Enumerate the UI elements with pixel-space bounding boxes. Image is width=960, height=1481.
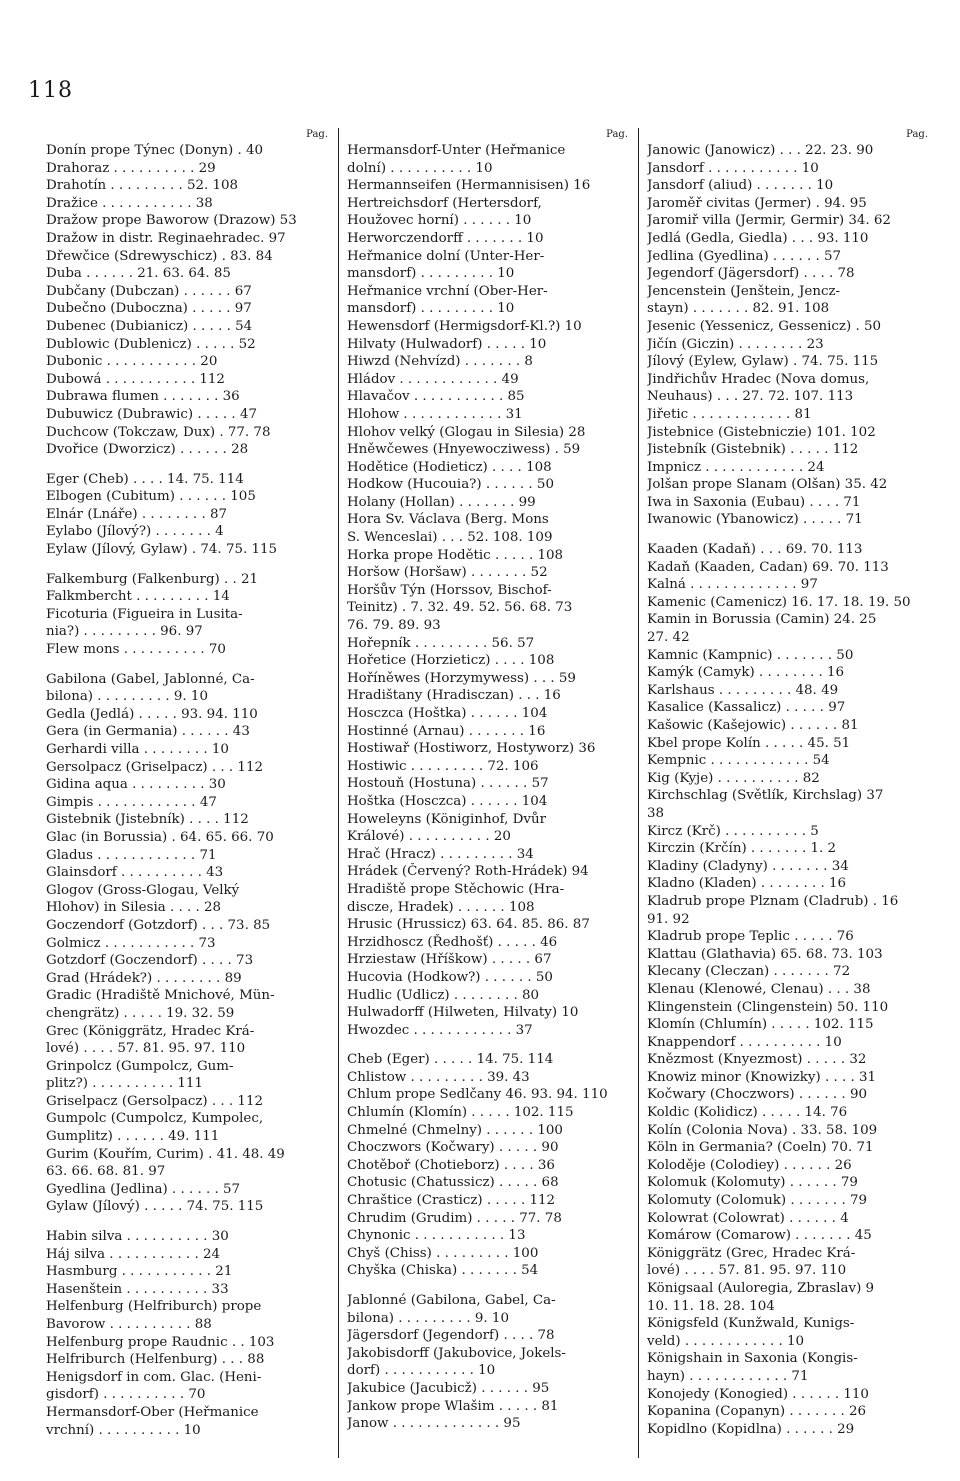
index-entry: 10. 11. 18. 28. 104: [647, 1298, 775, 1314]
index-entry: Dubowá . . . . . . . . . . . 112: [46, 371, 225, 387]
index-entry: Gumplitz) . . . . . . 49. 111: [46, 1129, 220, 1145]
index-columns: [38, 128, 938, 1458]
index-entry: 27. 42: [647, 630, 690, 646]
index-entry: Králové) . . . . . . . . . . 20: [347, 829, 511, 845]
index-entry: Griselpacz (Gersolpacz) . . . 112: [46, 1093, 263, 1109]
index-entry: Jencenstein (Jenštein, Jencz-: [647, 283, 841, 299]
index-entry: Hrzidhoscz (Ředhošť) . . . . . 46: [347, 934, 558, 950]
index-entry: dorf) . . . . . . . . . . . 10: [347, 1363, 496, 1379]
index-entry: Kladiny (Cladyny) . . . . . . . 34: [647, 858, 849, 874]
index-entry: Chraštice (Crasticz) . . . . . 112: [347, 1193, 556, 1209]
index-entry: Kamnic (Kampnic) . . . . . . . 50: [647, 647, 854, 663]
index-entry: Chlistow . . . . . . . . . 39. 43: [347, 1069, 530, 1085]
index-entry: Hwozdec . . . . . . . . . . . . 37: [347, 1022, 533, 1038]
index-entry: Iwa in Saxonia (Eubau) . . . . 71: [647, 494, 861, 510]
index-entry: Karlshaus . . . . . . . . . 48. 49: [647, 682, 839, 698]
index-entry: Kempnic . . . . . . . . . . . . 54: [647, 753, 830, 769]
index-entry: Heřmanice vrchní (Ober-Her-: [347, 283, 548, 299]
index-entry: Jablonné (Gabilona, Gabel, Ca-: [347, 1293, 556, 1308]
index-entry: Kadaň (Kaaden, Cadan) 69. 70. 113: [647, 559, 889, 575]
index-entry: Hládov . . . . . . . . . . . . 49: [347, 371, 519, 387]
index-entry: Jindřichův Hradec (Nova domus,: [647, 371, 870, 387]
index-entry: Kamenic (Camenicz) 16. 17. 18. 19. 50: [647, 594, 911, 610]
index-entry: bilona) . . . . . . . . . 9. 10: [347, 1310, 509, 1326]
index-entry: Hlohow . . . . . . . . . . . . 31: [347, 406, 523, 422]
index-entry: 63. 66. 68. 81. 97: [46, 1164, 166, 1180]
index-entry: Hradištany (Hradisczan) . . . 16: [347, 688, 561, 704]
index-entry: Konojedy (Konogied) . . . . . . 110: [647, 1386, 869, 1402]
index-entry: veld) . . . . . . . . . . . . 10: [647, 1333, 805, 1349]
index-entry: Kbel prope Kolín . . . . . 45. 51: [647, 735, 851, 751]
index-entry: Kamin in Borussia (Camin) 24. 25: [647, 612, 877, 628]
index-entry: Hořetice (Horzieticz) . . . . 108: [347, 653, 555, 669]
index-entry: Klenau (Klenowé, Clenau) . . . 38: [647, 981, 871, 997]
index-entry: Jičín (Giczin) . . . . . . . . 23: [647, 336, 824, 352]
page-number: 118: [28, 78, 73, 103]
section-gap: [347, 1039, 630, 1051]
index-entry: Dražow in distr. Reginaehradec. 97: [46, 230, 286, 246]
index-entry: Gerhardi villa . . . . . . . . 10: [46, 742, 229, 757]
index-entry: Jílový (Eylew, Gylaw) . 74. 75. 115: [647, 354, 879, 370]
index-entry: Kladrub prope Teplic . . . . . 76: [647, 929, 854, 945]
index-entry: dolní) . . . . . . . . . . 10: [347, 160, 493, 176]
index-entry: Háj silva . . . . . . . . . . . 24: [46, 1246, 220, 1262]
index-entry: Houžovec horní) . . . . . . 10: [347, 213, 532, 229]
index-entry: Dublowic (Dublenicz) . . . . . 52: [46, 336, 256, 352]
index-entry: Heřmanice dolní (Unter-Her-: [347, 248, 545, 264]
index-entry: nia?) . . . . . . . . . 96. 97: [46, 624, 203, 640]
index-entry: Königgrätz (Grec, Hradec Krá-: [647, 1245, 856, 1261]
index-entry: Knězmost (Knyezmost) . . . . . 32: [647, 1052, 867, 1068]
index-entry: Jiřetic . . . . . . . . . . . . 81: [647, 406, 812, 422]
index-entry: Kolowrat (Colowrat) . . . . . . 4: [647, 1210, 849, 1226]
index-entry: Jedlina (Gyedlina) . . . . . . 57: [647, 248, 842, 264]
index-entry: Bavorow . . . . . . . . . . 88: [46, 1317, 212, 1332]
index-entry: Helfenburg prope Raudnic . . 103: [46, 1334, 275, 1350]
index-entry: Chrudim (Grudim) . . . . . 77. 78: [347, 1210, 562, 1226]
index-entry: Köln in Germania? (Coeln) 70. 71: [647, 1140, 874, 1156]
index-entry: 91. 92: [647, 911, 690, 927]
index-entry: Hudlic (Udlicz) . . . . . . . . 80: [347, 987, 540, 1003]
index-entry: Gimpis . . . . . . . . . . . . 47: [46, 794, 217, 810]
index-entry: Chotěboř (Chotieborz) . . . . 36: [347, 1157, 555, 1173]
index-entry: Gera (in Germania) . . . . . . 43: [46, 724, 250, 740]
index-entry: 76. 79. 89. 93: [347, 618, 441, 634]
index-entry: S. Wenceslai) . . . 52. 108. 109: [347, 530, 553, 546]
index-entry: Janowic (Janowicz) . . . 22. 23. 90: [647, 143, 874, 158]
index-entry: Dražow prope Baworow (Drazow) 53: [46, 213, 297, 229]
index-entry: Gylaw (Jílový) . . . . . 74. 75. 115: [46, 1199, 264, 1215]
index-entry: lové) . . . . 57. 81. 95. 97. 110: [647, 1263, 847, 1279]
index-entry: Königshain in Saxonia (Kongis-: [647, 1351, 858, 1367]
index-entry: Hoštka (Hosczca) . . . . . . 104: [347, 793, 548, 809]
index-entry: Drahoraz . . . . . . . . . . 29: [46, 160, 216, 176]
index-entry: Koldic (Kolidicz) . . . . . 14. 76: [647, 1105, 848, 1121]
index-entry: Kolomuty (Colomuk) . . . . . . . 79: [647, 1193, 867, 1209]
index-entry: Dřewčice (Sdrewyschicz) . 83. 84: [46, 248, 273, 264]
index-entry: Gabilona (Gabel, Jablonné, Ca-: [46, 671, 255, 687]
index-entry: Gyedlina (Jedlina) . . . . . . 57: [46, 1181, 241, 1197]
section-gap: [46, 559, 330, 571]
index-entry: Hucovia (Hodkow?) . . . . . . 50: [347, 969, 553, 985]
index-entry: Jolšan prope Slanam (Olšan) 35. 42: [647, 477, 888, 493]
index-entry: plitz?) . . . . . . . . . . 111: [46, 1076, 203, 1092]
index-entry: Jakubice (Jacubicž) . . . . . . 95: [347, 1380, 550, 1396]
index-entry: Jankow prope Wlašim . . . . . 81: [347, 1398, 559, 1414]
index-entry: Falkemburg (Falkenburg) . . 21: [46, 571, 259, 587]
index-entry: Jaromiř villa (Jermir, Germir) 34. 62: [647, 213, 891, 229]
pag-label: Pag.: [906, 129, 928, 140]
index-entry: Hlohov velký (Glogau in Silesia) 28: [347, 424, 586, 440]
index-entry: Jistebnice (Gistebniczie) 101. 102: [647, 424, 876, 440]
index-entry: Gumpolc (Cumpolcz, Kumpolec,: [46, 1111, 264, 1127]
section-gap: [46, 659, 330, 671]
index-entry: Chlumín (Klomín) . . . . . 102. 115: [347, 1105, 574, 1121]
index-entry: Klecany (Cleczan) . . . . . . . 72: [647, 964, 851, 980]
index-entry: Klingenstein (Clingenstein) 50. 110: [647, 999, 889, 1015]
index-entry: Hostiwař (Hostiworz, Hostyworz) 36: [347, 741, 596, 757]
index-entry: Jansdorf . . . . . . . . . . . 10: [647, 160, 819, 176]
index-entry: Hostiwic . . . . . . . . . 72. 106: [347, 758, 539, 774]
index-column-2: [338, 128, 638, 1458]
index-entry: Eger (Cheb) . . . . 14. 75. 114: [46, 471, 244, 487]
index-entry: Ficoturia (Figueira in Lusita-: [46, 606, 243, 622]
index-entry: Horka prope Hodětic . . . . . 108: [347, 547, 564, 563]
index-entry: Hrač (Hracz) . . . . . . . . . 34: [347, 846, 534, 862]
index-entry: Horšow (Horšaw) . . . . . . . 52: [347, 565, 548, 581]
index-entry: Hlohov) in Silesia . . . . 28: [46, 900, 222, 916]
index-entry: Duchcow (Tokczaw, Dux) . 77. 78: [46, 424, 271, 440]
index-entry: mansdorf) . . . . . . . . . 10: [347, 301, 515, 317]
index-entry: Falkmbercht . . . . . . . . . 14: [46, 589, 230, 605]
index-entry: Eylabo (Jílový?) . . . . . . . 4: [46, 524, 224, 540]
index-entry: Kašowic (Kašejowic) . . . . . . 81: [647, 718, 859, 733]
index-entry: Golmicz . . . . . . . . . . . 73: [46, 935, 216, 951]
index-entry: Kopidlno (Kopidlna) . . . . . . 29: [647, 1421, 855, 1437]
index-entry: Horšův Týn (Horssov, Bischof-: [347, 582, 552, 598]
index-entry: Iwanowic (Ybanowicz) . . . . . 71: [647, 512, 863, 528]
index-column-1: [38, 128, 338, 1458]
index-entry: Hermansdorf-Unter (Heřmanice: [347, 143, 566, 158]
index-entry: Jegendorf (Jägersdorf) . . . . 78: [647, 266, 855, 282]
index-entry: Hrusic (Hrussicz) 63. 64. 85. 86. 87: [347, 917, 590, 933]
index-entry: Kirchschlag (Světlík, Kirchslag) 37: [647, 788, 884, 804]
index-entry: Dubčany (Dubczan) . . . . . . 67: [46, 283, 252, 299]
index-entry: Hermansdorf-Ober (Heřmanice: [46, 1404, 259, 1420]
section-gap: [46, 1216, 330, 1228]
index-entry: Eylaw (Jílový, Gylaw) . 74. 75. 115: [46, 542, 278, 558]
index-entry: Gersolpacz (Griselpacz) . . . 112: [46, 759, 263, 775]
index-entry: gisdorf) . . . . . . . . . . 70: [46, 1387, 206, 1403]
index-entry: Howeleyns (Königinhof, Dvůr: [347, 811, 546, 827]
index-entry: Hora Sv. Václava (Berg. Mons: [347, 512, 549, 528]
index-entry: Grec (Königgrätz, Hradec Krá-: [46, 1023, 255, 1039]
index-entry: Hostouň (Hostuna) . . . . . . 57: [347, 776, 549, 792]
index-entry: Kladno (Kladen) . . . . . . . . 16: [647, 876, 847, 892]
index-entry: Komárow (Comarow) . . . . . . . 45: [647, 1228, 872, 1244]
index-entry: Kladrub prope Plznam (Cladrub) . 16: [647, 893, 899, 909]
index-entry: Hermannseifen (Hermannisisen) 16: [347, 178, 591, 194]
index-entry: Chyš (Chiss) . . . . . . . . . 100: [347, 1245, 539, 1261]
index-entry: Hlavačov . . . . . . . . . . . 85: [347, 389, 525, 405]
index-entry: Hradiště prope Stěchowic (Hra-: [347, 881, 565, 897]
index-entry: Koloděje (Colodiey) . . . . . . 26: [647, 1157, 852, 1173]
index-entry: Jistebník (Gistebnik) . . . . . 112: [647, 442, 859, 458]
pag-label: Pag.: [306, 129, 328, 140]
index-entry: Dubuwicz (Dubrawic) . . . . . 47: [46, 406, 257, 422]
index-entry: Kaaden (Kadaň) . . . 69. 70. 113: [647, 542, 863, 558]
index-entry: Kirczin (Krčín) . . . . . . . 1. 2: [647, 841, 837, 857]
index-entry: Kalná . . . . . . . . . . . . . 97: [647, 577, 818, 593]
index-entry: Neuhaus) . . . 27. 72. 107. 113: [647, 389, 854, 405]
index-entry: Hodkow (Hucouia?) . . . . . . 50: [347, 477, 554, 493]
index-entry: Klattau (Glathavia) 65. 68. 73. 103: [647, 946, 883, 962]
index-entry: Hasenštein . . . . . . . . . . 33: [46, 1281, 229, 1297]
index-entry: bilona) . . . . . . . . . 9. 10: [46, 689, 208, 705]
index-entry: Chyška (Chiska) . . . . . . . 54: [347, 1263, 539, 1279]
index-entry: Dubenec (Dubianicz) . . . . . 54: [46, 318, 253, 334]
index-entry: Kolín (Colonia Nova) . 33. 58. 109: [647, 1122, 878, 1138]
index-entry: Chmelné (Chmelny) . . . . . . 100: [347, 1122, 563, 1138]
index-entry: Hoříněwes (Horzymywess) . . . 59: [347, 670, 576, 686]
index-entry: Kočwary (Choczwors) . . . . . . 90: [647, 1087, 867, 1103]
index-entry: Grad (Hrádek?) . . . . . . . . 89: [46, 970, 242, 986]
pag-label: Pag.: [606, 129, 628, 140]
index-entry: Jakobisdorff (Jakubovice, Jokels-: [347, 1345, 566, 1361]
index-entry: Königsfeld (Kunžwald, Kunigs-: [647, 1316, 855, 1332]
index-entry: Gradic (Hradiště Mnichové, Mün-: [46, 988, 275, 1004]
index-entry: chengrätz) . . . . . 19. 32. 59: [46, 1005, 235, 1021]
index-entry: Jägersdorf (Jegendorf) . . . . 78: [347, 1328, 555, 1344]
index-entry: Glac (in Borussia) . 64. 65. 66. 70: [46, 829, 274, 845]
index-entry: Hiwzd (Nehvízd) . . . . . . . 8: [347, 354, 533, 370]
index-entry: Herworczendorff . . . . . . . 10: [347, 230, 544, 246]
index-entry: Elnár (Lnáře) . . . . . . . . 87: [46, 506, 227, 522]
index-entry: Jedlá (Gedla, Giedla) . . . 93. 110: [647, 230, 869, 246]
index-entry: Kolomuk (Kolomuty) . . . . . . 79: [647, 1175, 858, 1191]
index-entry: Henigsdorf in com. Glac. (Heni-: [46, 1369, 262, 1385]
index-entry: Hasmburg . . . . . . . . . . . 21: [46, 1264, 233, 1280]
index-entry: Kircz (Krč) . . . . . . . . . . 5: [647, 823, 819, 839]
section-gap: [347, 1280, 630, 1292]
index-entry: Helfenburg (Helfriburch) prope: [46, 1299, 262, 1315]
index-entry: lové) . . . . 57. 81. 95. 97. 110: [46, 1041, 246, 1057]
index-entry: Cheb (Eger) . . . . . 14. 75. 114: [347, 1052, 554, 1068]
index-entry: Dubonic . . . . . . . . . . . 20: [46, 354, 218, 370]
index-entry: Holany (Hollan) . . . . . . . 99: [347, 494, 536, 510]
index-entry: Dvořice (Dworzicz) . . . . . . 28: [46, 442, 249, 458]
index-entry: Glainsdorf . . . . . . . . . . 43: [46, 865, 224, 881]
index-entry: stayn) . . . . . . . 82. 91. 108: [647, 301, 830, 317]
index-entry: Gotzdorf (Goczendorf) . . . . 73: [46, 953, 254, 969]
index-entry: Chynonic . . . . . . . . . . . 13: [347, 1228, 526, 1244]
index-entry: Jansdorf (aliud) . . . . . . . 10: [647, 178, 834, 194]
index-entry: mansdorf) . . . . . . . . . 10: [347, 266, 515, 282]
index-entry: Donín prope Týnec (Donyn) . 40: [46, 143, 264, 158]
index-entry: Klomín (Chlumín) . . . . . 102. 115: [647, 1017, 874, 1033]
index-entry: Choczwors (Kočwary) . . . . . 90: [347, 1140, 559, 1156]
index-entry: discze, Hradek) . . . . . . 108: [347, 899, 535, 915]
index-entry: Chlum prope Sedlčany 46. 93. 94. 110: [347, 1087, 608, 1103]
index-entry: Hrziestaw (Hříškow) . . . . . 67: [347, 952, 552, 968]
index-entry: Hostinné (Arnau) . . . . . . . 16: [347, 723, 546, 739]
index-entry: Hodětice (Hodieticz) . . . . 108: [347, 459, 552, 475]
index-entry: Duba . . . . . . 21. 63. 64. 85: [46, 266, 231, 282]
index-entry: Dubečno (Duboczna) . . . . . 97: [46, 301, 252, 317]
index-entry: Kamýk (Camyk) . . . . . . . . 16: [647, 665, 845, 681]
index-entry: Knowiz minor (Knowizky) . . . . 31: [647, 1069, 877, 1085]
index-entry: Kopanina (Copanyn) . . . . . . . 26: [647, 1404, 867, 1420]
index-entry: Teinitz) . 7. 32. 49. 52. 56. 68. 73: [347, 600, 573, 616]
index-entry: Hněwčewes (Hnyewocziwess) . 59: [347, 442, 581, 458]
index-entry: Gedla (Jedlá) . . . . . 93. 94. 110: [46, 706, 258, 722]
index-entry: Hosczca (Hoštka) . . . . . . 104: [347, 706, 548, 721]
index-entry: Jesenic (Yessenicz, Gessenicz) . 50: [647, 318, 882, 334]
index-entry: Hulwadorff (Hilweten, Hilvaty) 10: [347, 1005, 579, 1021]
index-entry: Habin silva . . . . . . . . . . 30: [46, 1229, 229, 1245]
index-entry: Flew mons . . . . . . . . . . 70: [46, 642, 226, 658]
index-entry: Gurim (Kouřím, Curim) . 41. 48. 49: [46, 1146, 285, 1162]
index-entry: Goczendorf (Gotzdorf) . . . 73. 85: [46, 917, 271, 933]
index-entry: vrchní) . . . . . . . . . . 10: [46, 1422, 201, 1438]
index-column-3: [638, 128, 938, 1458]
index-entry: Gladus . . . . . . . . . . . . 71: [46, 847, 217, 863]
index-entry: Hořepník . . . . . . . . . 56. 57: [347, 635, 535, 651]
section-gap: [647, 529, 930, 541]
index-entry: Kig (Kyje) . . . . . . . . . . 82: [647, 770, 820, 786]
index-entry: Knappendorf . . . . . . . . . . 10: [647, 1034, 842, 1050]
index-entry: Elbogen (Cubitum) . . . . . . 105: [46, 489, 256, 505]
index-entry: Jaroměř civitas (Jermer) . 94. 95: [647, 195, 867, 211]
index-entry: Impnicz . . . . . . . . . . . . 24: [647, 459, 825, 475]
index-entry: Chotusic (Chatussicz) . . . . . 68: [347, 1175, 559, 1191]
index-entry: Kasalice (Kassalicz) . . . . . 97: [647, 700, 846, 716]
section-gap: [46, 459, 330, 471]
index-entry: Königsaal (Auloregia, Zbraslav) 9: [647, 1281, 875, 1296]
index-entry: Glogov (Gross-Glogau, Velký: [46, 882, 240, 898]
index-entry: Gistebnik (Jistebník) . . . . 112: [46, 812, 249, 828]
index-entry: Grinpolcz (Gumpolcz, Gum-: [46, 1058, 234, 1074]
index-entry: Drahotín . . . . . . . . . 52. 108: [46, 178, 239, 194]
index-entry: 38: [647, 805, 665, 821]
index-entry: Hilvaty (Hulwadorf) . . . . . 10: [347, 336, 547, 352]
index-entry: Gidina aqua . . . . . . . . . 30: [46, 777, 226, 793]
index-entry: hayn) . . . . . . . . . . . . 71: [647, 1368, 809, 1384]
index-entry: Hertreichsdorf (Hertersdorf,: [347, 195, 542, 211]
index-entry: Hewensdorf (Hermigsdorf-Kl.?) 10: [347, 318, 582, 334]
index-entry: Helfriburch (Helfenburg) . . . 88: [46, 1352, 265, 1368]
index-entry: Dubrawa flumen . . . . . . . 36: [46, 389, 240, 405]
index-entry: Dražice . . . . . . . . . . . 38: [46, 195, 213, 211]
index-entry: Hrádek (Červený? Roth-Hrádek) 94: [347, 864, 589, 880]
index-entry: Janow . . . . . . . . . . . . . 95: [347, 1416, 521, 1432]
